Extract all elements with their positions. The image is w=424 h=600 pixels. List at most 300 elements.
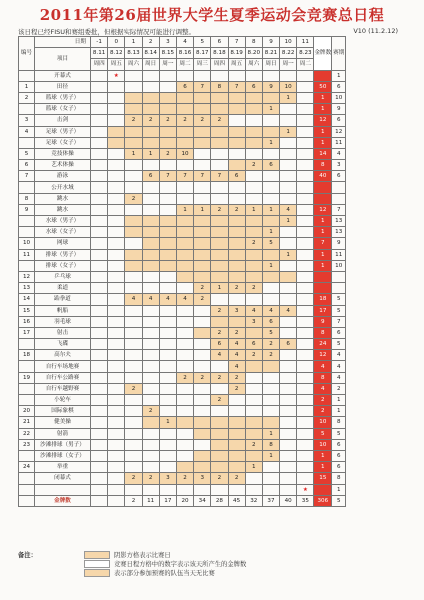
sport-name: 击剑 <box>35 115 91 126</box>
day-cell: 2 <box>245 350 262 361</box>
day-cell <box>211 70 228 81</box>
day-cell <box>228 484 245 495</box>
day-cell <box>245 92 262 103</box>
row-index: 19 <box>19 372 35 383</box>
day-cell <box>125 171 142 182</box>
medal-total: 2 <box>314 395 332 406</box>
day-number-header: 9 <box>262 37 279 48</box>
day-cell <box>108 193 125 204</box>
day-cell <box>159 439 176 450</box>
day-cell: 4 <box>262 305 279 316</box>
day-cell <box>159 316 176 327</box>
day-cell <box>159 395 176 406</box>
day-cell <box>297 115 314 126</box>
day-cell <box>262 484 279 495</box>
day-cell <box>176 216 193 227</box>
day-cell: 2 <box>125 193 142 204</box>
day-cell <box>211 126 228 137</box>
day-cell: 1 <box>262 428 279 439</box>
competition-days: 1 <box>332 395 346 406</box>
table-row <box>19 115 346 126</box>
table-row <box>19 327 346 338</box>
table-row <box>19 160 346 171</box>
day-cell <box>194 193 211 204</box>
medal-total: 1 <box>314 104 332 115</box>
medal-total: 1 <box>314 137 332 148</box>
row-index: 20 <box>19 406 35 417</box>
sport-name: 网球 <box>35 238 91 249</box>
competition-days: 3 <box>332 160 346 171</box>
day-cell <box>297 361 314 372</box>
day-cell <box>176 249 193 260</box>
day-cell <box>108 383 125 394</box>
row-index: 4 <box>19 126 35 137</box>
day-cell <box>280 271 297 282</box>
day-cell <box>159 70 176 81</box>
row-index: 5 <box>19 148 35 159</box>
date-header: 8.18 <box>211 48 228 59</box>
day-cell <box>91 182 108 193</box>
medal-total: 1 <box>314 249 332 260</box>
sport-name: 射击 <box>35 327 91 338</box>
row-index <box>19 450 35 461</box>
day-cell: 3 <box>159 473 176 484</box>
table-row <box>19 81 346 92</box>
medal-total: 1 <box>314 92 332 103</box>
day-cell: 2 <box>125 115 142 126</box>
day-cell: 5 <box>262 327 279 338</box>
day-cell <box>91 439 108 450</box>
day-cell <box>194 361 211 372</box>
day-cell <box>125 204 142 215</box>
day-cell: 2 <box>176 473 193 484</box>
day-cell: 1 <box>211 283 228 294</box>
day-cell <box>245 361 262 372</box>
table-row <box>19 227 346 238</box>
day-cell <box>280 395 297 406</box>
day-cell <box>125 361 142 372</box>
day-cell <box>159 182 176 193</box>
day-cell <box>176 137 193 148</box>
day-cell <box>125 305 142 316</box>
table-row <box>19 104 346 115</box>
medal-total: 10 <box>314 417 332 428</box>
weekday-header: 周一 <box>280 59 297 70</box>
header-medals: 金牌数 <box>314 37 332 71</box>
competition-days: 4 <box>332 361 346 372</box>
row-index <box>19 70 35 81</box>
day-cell <box>280 428 297 439</box>
day-cell <box>125 417 142 428</box>
daily-medal-total: 28 <box>211 495 228 506</box>
day-cell <box>91 160 108 171</box>
table-row <box>19 70 346 81</box>
day-cell: 1 <box>262 104 279 115</box>
day-cell <box>262 70 279 81</box>
medal-total: 4 <box>314 383 332 394</box>
row-index <box>19 182 35 193</box>
row-index: 10 <box>19 238 35 249</box>
competition-days: 4 <box>332 350 346 361</box>
day-cell <box>176 92 193 103</box>
daily-medal-total: 45 <box>228 495 245 506</box>
day-cell <box>228 462 245 473</box>
day-cell <box>159 104 176 115</box>
day-cell: 3 <box>228 305 245 316</box>
date-header: 8.21 <box>262 48 279 59</box>
medal-total: 18 <box>314 294 332 305</box>
day-number-header: 6 <box>211 37 228 48</box>
day-cell <box>142 327 159 338</box>
daily-medal-total: 34 <box>194 495 211 506</box>
day-cell <box>91 473 108 484</box>
day-cell <box>176 104 193 115</box>
day-cell <box>297 294 314 305</box>
day-cell <box>91 361 108 372</box>
day-cell <box>142 81 159 92</box>
table-row <box>19 339 346 350</box>
row-index: 21 <box>19 417 35 428</box>
day-cell <box>245 182 262 193</box>
day-cell <box>125 450 142 461</box>
day-cell <box>108 148 125 159</box>
day-cell <box>91 204 108 215</box>
row-index: 6 <box>19 160 35 171</box>
day-cell <box>211 406 228 417</box>
day-cell: 4 <box>280 204 297 215</box>
day-cell <box>280 283 297 294</box>
competition-days <box>332 193 346 204</box>
day-cell <box>262 395 279 406</box>
day-cell: 5 <box>262 238 279 249</box>
legend-swatch-medal-count <box>84 560 110 568</box>
day-cell <box>142 193 159 204</box>
day-cell <box>108 350 125 361</box>
day-cell: 7 <box>211 171 228 182</box>
day-cell <box>91 70 108 81</box>
medal-total <box>314 484 332 495</box>
day-cell <box>159 450 176 461</box>
day-cell <box>211 238 228 249</box>
day-cell <box>297 70 314 81</box>
day-cell <box>142 182 159 193</box>
sport-name: 国际象棋 <box>35 406 91 417</box>
day-cell <box>228 260 245 271</box>
day-cell <box>159 428 176 439</box>
sport-name: 游泳 <box>35 171 91 182</box>
row-index: 22 <box>19 428 35 439</box>
day-cell: 7 <box>176 171 193 182</box>
day-cell <box>228 417 245 428</box>
legend-text-no-match: 表示部分参加预赛的队伍当天无比赛 <box>114 570 215 577</box>
day-cell <box>297 160 314 171</box>
day-cell: 2 <box>245 283 262 294</box>
sport-name: 飞碟 <box>35 339 91 350</box>
day-cell <box>211 361 228 372</box>
day-cell <box>91 92 108 103</box>
competition-days: 12 <box>332 126 346 137</box>
day-cell <box>142 160 159 171</box>
table-row <box>19 305 346 316</box>
day-cell: 2 <box>211 395 228 406</box>
legend-row <box>18 550 246 559</box>
daily-medal-total: 35 <box>297 495 314 506</box>
row-index <box>19 383 35 394</box>
day-cell <box>176 428 193 439</box>
day-cell <box>228 92 245 103</box>
day-cell: 4 <box>245 305 262 316</box>
day-cell <box>228 148 245 159</box>
sport-name: 跆拳道 <box>35 294 91 305</box>
day-cell: 7 <box>159 171 176 182</box>
sport-name: 射箭 <box>35 428 91 439</box>
day-cell <box>176 271 193 282</box>
day-cell <box>280 350 297 361</box>
day-cell <box>228 395 245 406</box>
competition-days: 1 <box>332 406 346 417</box>
sport-name: 足球（男子） <box>35 126 91 137</box>
day-cell <box>176 160 193 171</box>
day-cell <box>142 395 159 406</box>
day-cell <box>194 383 211 394</box>
day-cell <box>108 249 125 260</box>
ceremony-star: ★ <box>297 484 314 495</box>
day-cell <box>91 271 108 282</box>
day-cell <box>91 450 108 461</box>
day-cell <box>228 216 245 227</box>
date-header: 8.16 <box>176 48 193 59</box>
date-header: 8.15 <box>159 48 176 59</box>
day-cell <box>142 361 159 372</box>
day-cell <box>176 417 193 428</box>
day-cell <box>159 92 176 103</box>
sport-name: 跳水 <box>35 204 91 215</box>
day-cell <box>297 462 314 473</box>
day-cell <box>176 126 193 137</box>
row-index: 23 <box>19 439 35 450</box>
day-cell <box>194 305 211 316</box>
day-cell <box>125 428 142 439</box>
sport-name: 排球（男子） <box>35 249 91 260</box>
medal-total: 9 <box>314 316 332 327</box>
date-header: 8.14 <box>142 48 159 59</box>
day-cell <box>108 450 125 461</box>
table-row <box>19 182 346 193</box>
day-cell <box>228 294 245 305</box>
day-cell <box>142 316 159 327</box>
day-cell <box>159 126 176 137</box>
day-cell <box>108 271 125 282</box>
weekday-header: 周六 <box>245 59 262 70</box>
daily-medal-total: 17 <box>159 495 176 506</box>
table-row <box>19 137 346 148</box>
row-index: 14 <box>19 294 35 305</box>
table-row <box>19 473 346 484</box>
competition-days: 2 <box>332 383 346 394</box>
competition-days: 6 <box>332 171 346 182</box>
sport-name <box>35 484 91 495</box>
day-cell <box>108 126 125 137</box>
sport-name: 帆船 <box>35 305 91 316</box>
legend-swatch-match-day <box>84 551 110 559</box>
day-cell: 2 <box>194 294 211 305</box>
sport-name: 高尔夫 <box>35 350 91 361</box>
weekday-header: 周三 <box>194 59 211 70</box>
header-date: 日期 <box>35 37 91 48</box>
day-cell <box>280 148 297 159</box>
day-cell <box>108 238 125 249</box>
legend-text-medal-count: 竞赛日程方格中的数字表示该天所产生的金牌数 <box>114 561 247 568</box>
day-cell: 8 <box>211 81 228 92</box>
day-cell <box>211 439 228 450</box>
day-cell <box>91 249 108 260</box>
day-cell <box>142 305 159 316</box>
day-cell <box>91 350 108 361</box>
day-cell <box>245 126 262 137</box>
day-cell <box>280 70 297 81</box>
day-cell <box>194 271 211 282</box>
day-cell <box>91 238 108 249</box>
day-cell: 6 <box>262 160 279 171</box>
day-cell <box>108 372 125 383</box>
day-cell: 10 <box>280 81 297 92</box>
day-cell <box>228 406 245 417</box>
legend-swatch-no-match <box>84 569 110 577</box>
competition-days: 6 <box>332 115 346 126</box>
day-number-header: -1 <box>91 37 108 48</box>
day-cell <box>125 339 142 350</box>
day-cell <box>211 193 228 204</box>
day-cell <box>91 316 108 327</box>
row-index: 24 <box>19 462 35 473</box>
day-cell <box>176 339 193 350</box>
day-cell: 1 <box>159 417 176 428</box>
day-number-header: 0 <box>108 37 125 48</box>
day-cell <box>91 104 108 115</box>
sport-name: 沙滩排球（男子） <box>35 439 91 450</box>
day-cell <box>245 171 262 182</box>
day-cell <box>194 406 211 417</box>
medal-total <box>314 283 332 294</box>
day-cell <box>280 260 297 271</box>
day-cell <box>108 417 125 428</box>
day-cell <box>245 70 262 81</box>
day-cell <box>142 249 159 260</box>
sport-name: 竞技体操 <box>35 148 91 159</box>
table-row <box>19 294 346 305</box>
medal-total: 40 <box>314 171 332 182</box>
sport-name: 开幕式 <box>35 70 91 81</box>
table-row <box>19 406 346 417</box>
day-cell <box>194 316 211 327</box>
day-cell <box>194 462 211 473</box>
medal-total: 12 <box>314 350 332 361</box>
day-number-header: 5 <box>194 37 211 48</box>
day-cell: 2 <box>142 406 159 417</box>
day-cell <box>262 271 279 282</box>
header-days: 赛期 <box>332 37 346 71</box>
table-row <box>19 204 346 215</box>
day-cell <box>125 406 142 417</box>
day-cell <box>194 70 211 81</box>
day-cell <box>176 283 193 294</box>
day-cell <box>211 104 228 115</box>
sport-name: 羽毛球 <box>35 316 91 327</box>
day-cell <box>194 439 211 450</box>
day-cell <box>280 484 297 495</box>
day-cell <box>194 216 211 227</box>
day-cell <box>91 372 108 383</box>
day-cell: 6 <box>211 339 228 350</box>
day-cell <box>159 462 176 473</box>
day-cell <box>142 227 159 238</box>
day-cell: 2 <box>245 439 262 450</box>
table-row <box>19 350 346 361</box>
weekday-header: 周五 <box>108 59 125 70</box>
day-cell <box>194 182 211 193</box>
day-cell <box>176 395 193 406</box>
day-cell: 1 <box>262 450 279 461</box>
day-cell <box>108 462 125 473</box>
day-cell <box>297 204 314 215</box>
row-index: 3 <box>19 115 35 126</box>
day-cell: 2 <box>228 383 245 394</box>
sport-name: 篮球（男子） <box>35 92 91 103</box>
day-cell: 4 <box>228 350 245 361</box>
day-cell <box>262 92 279 103</box>
row-index <box>19 484 35 495</box>
day-cell <box>194 395 211 406</box>
day-cell <box>159 406 176 417</box>
day-cell: 2 <box>194 115 211 126</box>
day-cell <box>194 450 211 461</box>
medal-total: 1 <box>314 227 332 238</box>
row-index <box>19 395 35 406</box>
ceremony-star: ★ <box>108 70 125 81</box>
day-cell <box>159 193 176 204</box>
day-number-header: 2 <box>142 37 159 48</box>
day-cell: 1 <box>262 204 279 215</box>
day-cell <box>176 182 193 193</box>
day-cell <box>262 294 279 305</box>
day-cell <box>262 193 279 204</box>
table-row <box>19 450 346 461</box>
day-cell <box>211 417 228 428</box>
day-cell <box>176 238 193 249</box>
day-cell: 4 <box>142 294 159 305</box>
table-row <box>19 260 346 271</box>
day-cell: 1 <box>125 148 142 159</box>
daily-medal-total: 2 <box>125 495 142 506</box>
day-cell <box>194 350 211 361</box>
day-cell <box>228 271 245 282</box>
day-number-header: 4 <box>176 37 193 48</box>
day-cell <box>125 160 142 171</box>
day-cell <box>280 417 297 428</box>
daily-medal-total: 20 <box>176 495 193 506</box>
day-cell <box>262 462 279 473</box>
day-cell <box>159 160 176 171</box>
table-row <box>19 395 346 406</box>
day-cell <box>159 271 176 282</box>
row-index <box>19 260 35 271</box>
medal-total: 17 <box>314 305 332 316</box>
day-cell <box>159 249 176 260</box>
day-cell <box>159 339 176 350</box>
day-cell <box>228 137 245 148</box>
legend-key: 备注： <box>18 552 37 559</box>
day-cell <box>176 439 193 450</box>
